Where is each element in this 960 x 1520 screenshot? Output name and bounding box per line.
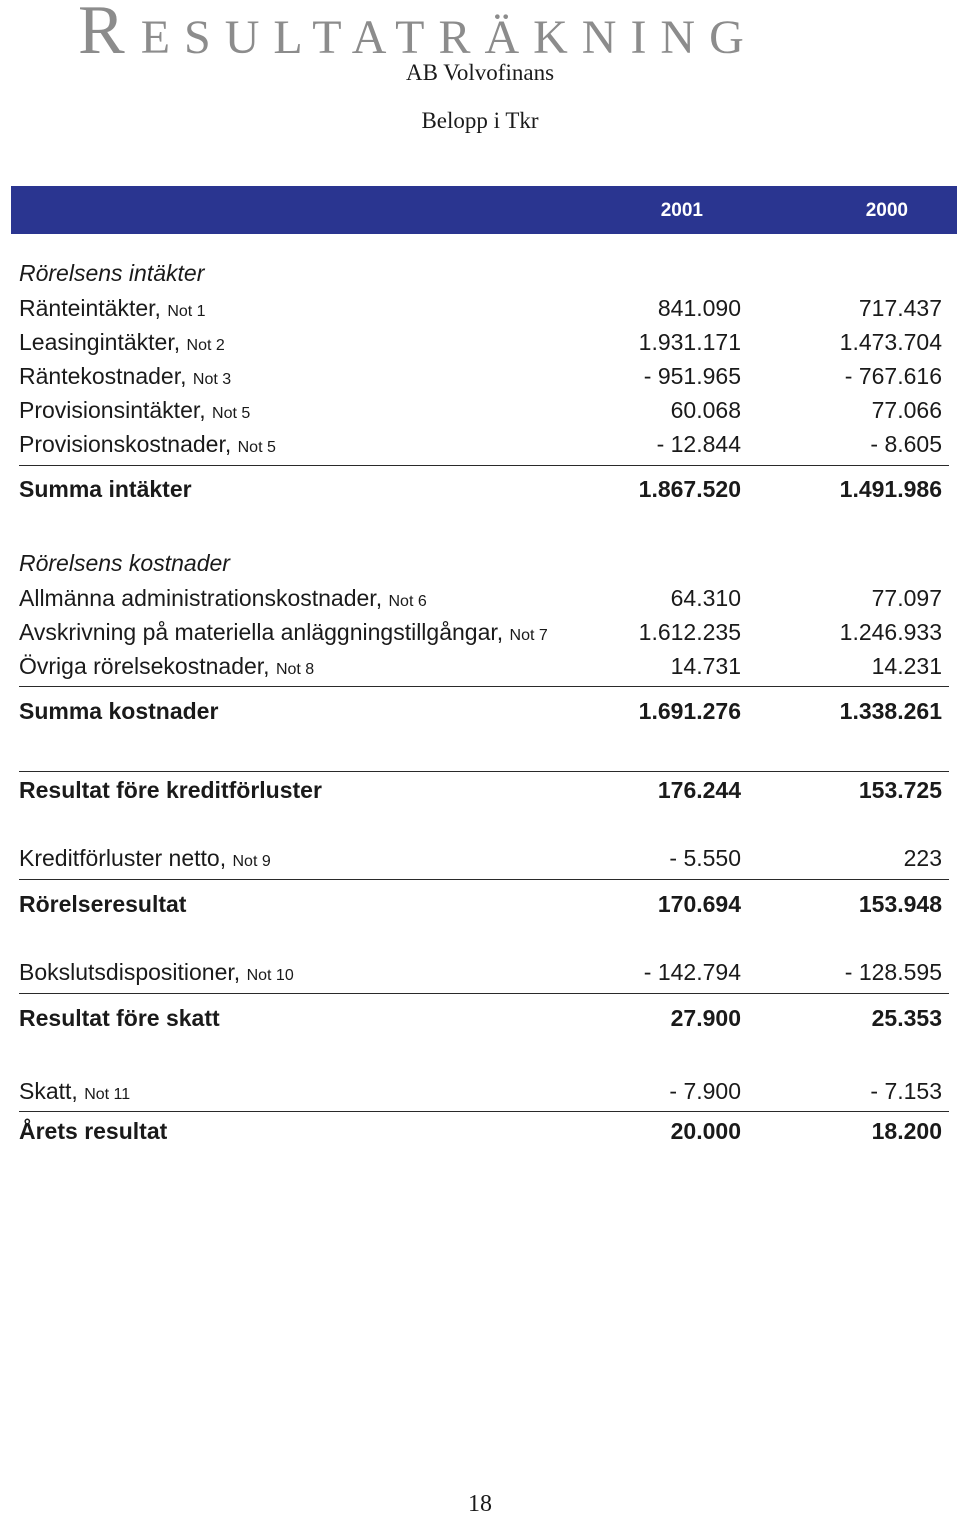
table-row	[19, 397, 949, 429]
divider	[19, 993, 949, 994]
row-label: Summa intäkter	[19, 476, 192, 502]
value-2001: 1.931.171	[638, 329, 741, 355]
total-row	[19, 476, 949, 508]
value-2000: 1.338.261	[839, 698, 942, 724]
row-label: Allmänna administrationskostnader, Not 6	[19, 585, 427, 611]
divider	[19, 771, 949, 772]
value-2000: - 8.605	[870, 431, 942, 457]
total-row	[19, 1118, 949, 1150]
value-2000: 14.231	[871, 653, 942, 679]
section-heading-income: Rörelsens intäkter	[19, 260, 205, 286]
note-ref: Not 1	[167, 303, 206, 320]
value-2001: 841.090	[657, 295, 741, 321]
value-2000: 223	[903, 845, 942, 871]
total-row	[19, 698, 949, 730]
value-2001: - 5.550	[669, 845, 741, 871]
note-ref: Not 2	[186, 337, 225, 354]
table-row	[19, 431, 949, 463]
divider	[19, 686, 949, 687]
value-2000: 1.473.704	[839, 329, 942, 355]
value-2000: 717.437	[858, 295, 942, 321]
table-row	[19, 845, 949, 877]
value-2001: 60.068	[670, 397, 741, 423]
row-label: Rörelseresultat	[19, 891, 187, 917]
row-label: Provisionskostnader, Not 5	[19, 431, 276, 457]
note-ref: Not 8	[275, 661, 315, 678]
value-2000: - 128.595	[844, 959, 942, 985]
value-2000: - 7.153	[870, 1078, 942, 1104]
value-2000: 1.246.933	[839, 619, 942, 645]
note-ref: Not 7	[509, 627, 548, 644]
value-2000: 153.725	[858, 777, 942, 803]
value-2000: 77.097	[871, 585, 942, 611]
value-2001: 170.694	[657, 891, 741, 917]
value-2001: 1.691.276	[638, 698, 741, 724]
title-rest: ESULTATRÄKNING	[140, 11, 758, 64]
table-row	[19, 363, 949, 395]
row-label: Ränteintäkter, Not 1	[19, 295, 206, 321]
table-row	[19, 585, 949, 617]
row-label: Resultat före kreditförluster	[19, 777, 322, 803]
row-label: Bokslutsdispositioner, Not 10	[19, 959, 294, 985]
value-2000: 18.200	[871, 1118, 942, 1144]
value-2001: 27.900	[670, 1005, 741, 1031]
value-2000: 153.948	[858, 891, 942, 917]
page-number: 18	[468, 1491, 492, 1517]
value-2001: - 951.965	[643, 363, 741, 389]
note-ref: Not 3	[192, 371, 232, 388]
total-row	[19, 777, 949, 809]
table-row	[19, 619, 949, 651]
note-ref: Not 9	[232, 853, 271, 870]
value-2001: 176.244	[657, 777, 741, 803]
page-title	[78, 0, 938, 69]
value-2000: - 767.616	[844, 363, 942, 389]
value-2001: 1.867.520	[638, 476, 741, 502]
table-row	[19, 295, 949, 327]
table-row	[19, 653, 949, 685]
note-ref: Not 5	[212, 405, 251, 422]
row-label: Summa kostnader	[19, 698, 219, 724]
note-ref: Not 6	[388, 593, 427, 610]
note-ref: Not 11	[84, 1086, 131, 1103]
value-2001: 20.000	[670, 1118, 741, 1144]
note-ref: Not 10	[246, 967, 294, 984]
divider	[19, 465, 949, 466]
row-label: Kreditförluster netto, Not 9	[19, 845, 271, 871]
total-row	[19, 891, 949, 923]
value-2000: 77.066	[871, 397, 942, 423]
value-2001: - 142.794	[643, 959, 741, 985]
value-2001: 14.731	[670, 653, 741, 679]
value-2001: 64.310	[670, 585, 741, 611]
value-2000: 25.353	[871, 1005, 942, 1031]
amount-unit: Belopp i Tkr	[421, 108, 539, 133]
total-row	[19, 1005, 949, 1037]
note-ref: Not 5	[237, 439, 276, 456]
value-2001: 1.612.235	[638, 619, 741, 645]
table-row	[19, 1078, 949, 1110]
value-2001: - 12.844	[656, 431, 741, 457]
row-label: Årets resultat	[19, 1118, 168, 1144]
divider	[19, 1111, 949, 1112]
column-year-2001: 2001	[660, 200, 703, 221]
row-label: Räntekostnader, Not 3	[19, 363, 232, 389]
table-row	[19, 329, 949, 361]
row-label: Leasingintäkter, Not 2	[19, 329, 225, 355]
row-label: Avskrivning på materiella anläggningstillgångar, Not 7	[19, 619, 548, 645]
row-label: Provisionsintäkter, Not 5	[19, 397, 251, 423]
value-2001: - 7.900	[669, 1078, 741, 1104]
value-2000: 1.491.986	[839, 476, 942, 502]
row-label: Resultat före skatt	[19, 1005, 220, 1031]
row-label: Skatt, Not 11	[19, 1078, 131, 1104]
section-heading-costs: Rörelsens kostnader	[19, 550, 230, 576]
column-year-2000: 2000	[865, 200, 908, 221]
row-label: Övriga rörelsekostnader, Not 8	[19, 653, 315, 679]
divider	[19, 879, 949, 880]
title-initial: R	[78, 0, 141, 69]
table-row	[19, 959, 949, 991]
company-name: AB Volvofinans	[405, 60, 555, 85]
